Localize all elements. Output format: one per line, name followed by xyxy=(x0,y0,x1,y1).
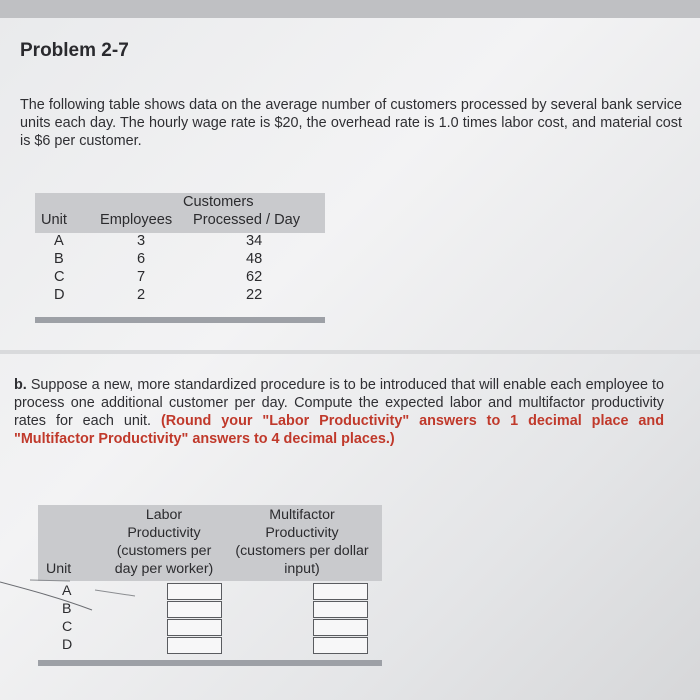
labor-productivity-input-b[interactable] xyxy=(167,601,222,618)
header-labor-line4: day per worker) xyxy=(114,561,214,577)
multifactor-productivity-input-a[interactable] xyxy=(313,583,368,600)
multifactor-productivity-input-c[interactable] xyxy=(313,619,368,636)
part-b-question xyxy=(14,376,664,448)
labor-productivity-input-c[interactable] xyxy=(167,619,222,636)
header-processed-per-day: Processed / Day xyxy=(193,212,301,228)
table-row-b-employees: 6 xyxy=(137,251,146,267)
header-multi-line2: Productivity xyxy=(265,525,339,541)
header-labor-line2: Productivity xyxy=(127,525,201,541)
table-row-c-employees: 7 xyxy=(137,269,146,285)
section-divider xyxy=(0,350,700,354)
multifactor-productivity-input-b[interactable] xyxy=(313,601,368,618)
table-row-b-customers: 48 xyxy=(246,251,263,267)
problem-intro: The following table shows data on the average number of customers processed by several bank service units each day. The hourly wage rate is $20, the overhead rate is 1.0 times labor cost, and material cost is $6 per customer. xyxy=(20,97,682,149)
rounding-instruction: (Round your "Labor Productivity" answers to 1 decimal place and "Multifactor Productivity" answers to 4 decimal places.) xyxy=(14,413,665,447)
answer-row-c-unit: C xyxy=(62,619,73,635)
table-row-b-unit: B xyxy=(54,251,64,267)
table-footer-bar xyxy=(38,660,382,666)
pen-mark-annotation xyxy=(0,560,140,620)
table-row-c-customers: 62 xyxy=(246,269,263,285)
header-customers: Customers xyxy=(183,194,254,210)
table-row-d-customers: 22 xyxy=(246,287,263,303)
header-multi-line3: (customers per dollar xyxy=(235,543,369,559)
answer-row-b-unit: B xyxy=(62,601,72,617)
header-labor-line1: Labor xyxy=(145,507,183,523)
top-bar xyxy=(0,0,700,18)
header-multi-line4: input) xyxy=(284,561,320,577)
table-footer-bar xyxy=(35,317,325,323)
answer-row-d-unit: D xyxy=(62,637,73,653)
table-row-c-unit: C xyxy=(54,269,65,285)
labor-productivity-input-a[interactable] xyxy=(167,583,222,600)
header-employees: Employees xyxy=(100,212,173,228)
part-b-text: Suppose a new, more standardized procedure is to be introduced that will enable each employee to process one additional customer per day. Compute the expected labor and multifactor productivity rates for each unit. xyxy=(14,377,664,429)
problem-title: Problem 2-7 xyxy=(20,40,129,61)
header-multifactor-productivity xyxy=(224,506,380,578)
table-row-a-employees: 3 xyxy=(137,233,146,249)
header-unit: Unit xyxy=(46,561,72,577)
header-unit: Unit xyxy=(41,212,67,228)
table-row-d-unit: D xyxy=(54,287,65,303)
header-labor-line3: (customers per xyxy=(116,543,212,559)
header-multi-line1: Multifactor xyxy=(269,507,335,523)
multifactor-productivity-input-d[interactable] xyxy=(313,637,368,654)
table-row-a-unit: A xyxy=(54,233,64,249)
answer-row-a-unit: A xyxy=(62,583,72,599)
part-b-label: b. xyxy=(14,377,27,393)
labor-productivity-input-d[interactable] xyxy=(167,637,222,654)
table-row-d-employees: 2 xyxy=(137,287,146,303)
table-row-a-customers: 34 xyxy=(246,233,263,249)
